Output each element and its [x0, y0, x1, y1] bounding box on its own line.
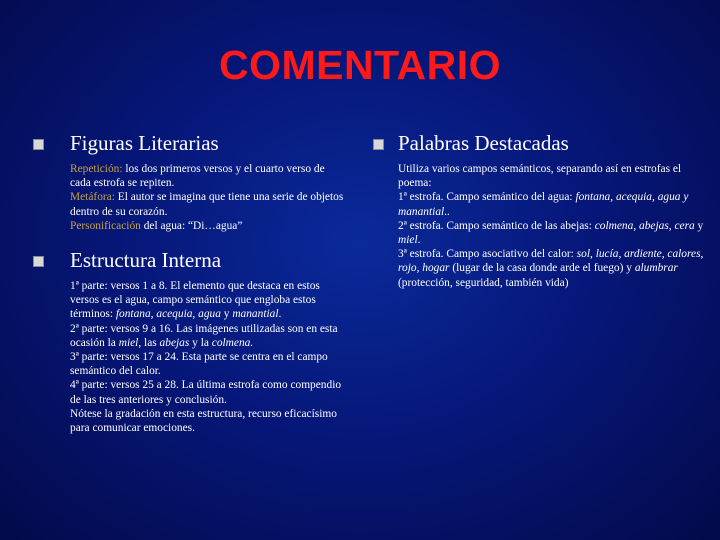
heading-text: Estructura Interna: [70, 248, 222, 273]
personificacion-line: [70, 219, 348, 233]
estrofa-3-end: (protección, seguridad, también vida): [398, 276, 569, 289]
repeticion-line: [70, 162, 348, 190]
estrofa-1-terms: fontana, acequia, agua y manantial: [398, 191, 689, 218]
metafora-text: El autor se imagina que tiene una serie de objetos dentro de su corazón.: [70, 191, 344, 218]
estrofa-2-end: .: [417, 234, 421, 247]
parte-1-text: 1ª parte: versos 1 a 8. El elemento que destaca en estos versos es el agua, campo semántico que engloba estos términos:: [70, 280, 320, 321]
estructura-body: [28, 279, 348, 435]
personificacion-label: Personificación: [70, 219, 141, 232]
square-bullet-icon: [33, 256, 44, 267]
square-bullet-icon: [33, 139, 44, 150]
estrofa-3-alumbrar: alumbrar: [634, 262, 678, 275]
estrofa-3-note: (lugar de la casa donde arde el fuego) y: [449, 262, 635, 275]
parte-1-conj: y: [220, 308, 233, 321]
left-column: [28, 130, 348, 435]
estrofa-1-label: 1ª estrofa. Campo semántico del agua:: [398, 191, 576, 204]
estrofa-2-terms: colmena, abejas, cera: [594, 219, 695, 232]
metafora-line: [70, 190, 348, 218]
parte-2-colmena: colmena.: [211, 336, 254, 349]
slide-title: COMENTARIO: [218, 42, 502, 88]
parte-2-sep1: , las: [138, 336, 160, 349]
estrofa-2-conj: y: [694, 219, 704, 232]
parte-2-text: 2ª parte: versos 9 a 16. Las imágenes utilizadas son en esta ocasión la: [70, 322, 338, 349]
parte-2-sep2: y la: [189, 336, 212, 349]
heading-figuras-literarias: [28, 130, 348, 156]
estrofa-1: [398, 190, 708, 218]
repeticion-text: los dos primeros versos y el cuarto verso de cada estrofa se repiten.: [70, 163, 325, 190]
parte-2-miel: miel: [118, 336, 139, 349]
heading-palabras-destacadas: [368, 130, 708, 156]
parte-1: [70, 279, 348, 322]
intro-text: Utiliza varios campos semánticos, separando así en estrofas el poema:: [398, 163, 682, 190]
personificacion-text: del agua: “Di…agua”: [140, 219, 243, 232]
parte-2-abejas: abejas: [159, 336, 190, 349]
square-bullet-icon: [373, 139, 384, 150]
estrofa-3-terms: sol, lucía, ardiente, calores, rojo, hogar: [398, 248, 704, 275]
estrofa-3: [398, 247, 708, 290]
estrofa-1-end: ..: [444, 205, 450, 218]
parte-3: 3ª parte: versos 17 a 24. Esta parte se centra en el campo semántico del calor.: [70, 351, 328, 378]
heading-estructura-interna: [28, 247, 348, 273]
parte-1-term-last: manantial: [232, 308, 279, 321]
parte-1-terms: fontana, acequia, agua: [115, 308, 221, 321]
repeticion-label: Repetición:: [70, 163, 123, 175]
right-column: [368, 130, 708, 290]
heading-text: Palabras Destacadas: [398, 131, 569, 155]
estrofa-2-label: 2ª estrofa. Campo semántico de las abejas:: [398, 219, 595, 232]
palabras-body: [368, 162, 708, 290]
metafora-label: Metáfora:: [70, 191, 115, 204]
parte-1-end: .: [278, 308, 282, 321]
figuras-body: [28, 162, 348, 233]
parte-2: [70, 322, 348, 350]
nota-gradacion: Nótese la gradación en esta estructura, recurso eficacísimo para comunicar emociones.: [70, 407, 337, 435]
estrofa-2: [398, 219, 708, 247]
heading-text: Figuras Literarias: [70, 131, 219, 155]
parte-4: 4ª parte: versos 25 a 28. La última estrofa como compendio de las tres anteriores y conclusión.: [70, 379, 342, 406]
estrofa-3-label: 3ª estrofa. Campo asociativo del calor:: [398, 248, 577, 261]
estrofa-2-miel: miel: [398, 234, 418, 247]
